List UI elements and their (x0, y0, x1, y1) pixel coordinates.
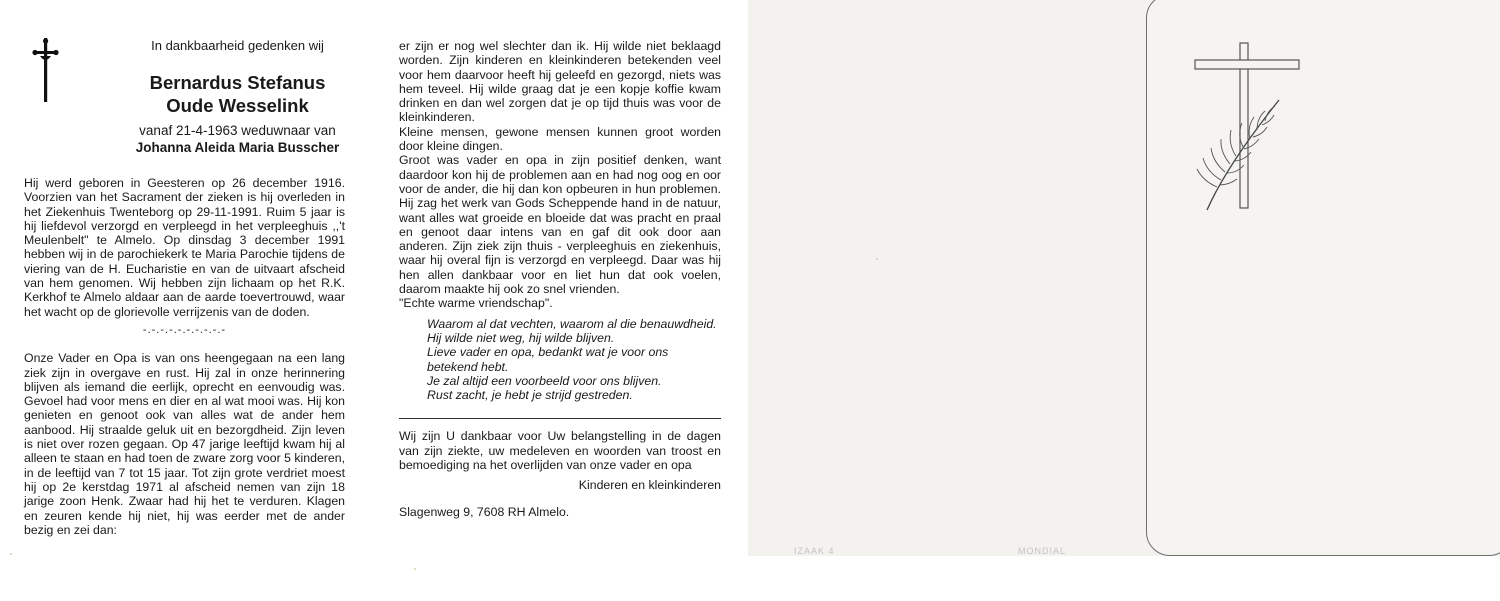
middle-column (399, 39, 721, 519)
printer-mark: MONDIAL (1018, 546, 1067, 556)
speck (876, 258, 878, 260)
tribute-paragraph: Onze Vader en Opa is van ons heengegaan na een lang ziek zijn in overgave en rust. Hij zal in onze herinnering blijven als iemand die eerlijk, oprecht en eenvoudig was. Gevoel had voor mens en dier en al wat mooi was. Hij kon genieten en genoot ook van alles wat de ander hem aanbood. Hij straalde geluk uit en bezorgdheid. Zijn leven is niet over rozen gegaan. Op 47 jarige leeftijd kwam hij al alleen te staan en had toen de zware zorg voor 5 kinderen, in de leeftijd van 7 tot 15 jaar. Tot zijn grote verdriet moest hij op 2e kerstdag 1971 al afscheid nemen van zijn 18 jarige zoon Henk. Zwaar had hij het te verduren. Klagen en zeuren kende hij niet, hij was eerder met de ander bezig en zei dan: (24, 351, 345, 537)
divider (399, 418, 721, 419)
poem-line: Je zal altijd een voorbeeld voor ons blijven. (427, 373, 662, 388)
address: Slagenweg 9, 7608 RH Almelo. (399, 504, 570, 519)
speck (10, 553, 12, 555)
card-front (1146, 0, 1500, 556)
cross-icon (32, 38, 60, 104)
printer-mark: IZAAK 4 (794, 546, 835, 556)
spouse-name: Johanna Aleida Maria Busscher (135, 140, 340, 155)
poem (427, 317, 721, 403)
poem-line: Rust zacht, je hebt je strijd gestreden. (427, 388, 633, 403)
thanks-paragraph: Wij zijn U dankbaar voor Uw belangstelling in de dagen van zijn ziekte, uw medeleven en woorden van troost en bemoediging na het overlijden van onze vader en opa (399, 429, 721, 473)
middle-paragraph-3: Groot was vader en opa in zijn positief denken, want daardoor kon hij de problemen aan en had nog oog en oor voor de ander, die hij dan kon opbeuren in hun problemen. Hij zag het werk van Gods Scheppende hand in de natuur, want alles wat groeide en bloeide dat was pracht en praal en genoot daar intens van en gaf dit ook door aan anderen. Zijn ziek zijn thuis - verpleeghuis en ziekenhuis, waar hij overal fijn is verzorgd en verpleegd. Daar was hij hen allen dankbaar voor en liet hun dat ook voelen, daarom maakte hij ook zo snel vrienden. (399, 153, 721, 297)
left-column (24, 176, 345, 537)
cross-with-palm-icon (1187, 35, 1307, 225)
friendship-quote: "Echte warme vriendschap". (399, 296, 553, 311)
deceased-name-line1: Bernardus Stefanus (149, 72, 326, 93)
card-inside-left (0, 0, 748, 560)
signature: Kinderen en kleinkinderen (578, 478, 721, 493)
poem-line: Waarom al dat vechten, waarom al die benauwdheid. (427, 316, 717, 331)
widower-since: vanaf 21-4-1963 weduwnaar van (139, 123, 336, 138)
intro-line: In dankbaarheid gedenken wij (151, 38, 324, 53)
middle-paragraph-2: Kleine mensen, gewone mensen kunnen groot worden door kleine dingen. (399, 124, 721, 154)
poem-line: Lieve vader en opa, bedankt wat je voor ons betekend hebt. (427, 345, 669, 374)
biography-paragraph: Hij werd geboren in Geesteren op 26 december 1916. Voorzien van het Sacrament der zieken is hij overleden in het Ziekenhuis Twenteborg op 29-11-1991. Ruim 5 jaar is hij liefdevol verzorgd en verpleegd in het verpleeghuis ,,'t Meulenbelt" te Almelo. Op dinsdag 3 december 1991 hebben wij in de parochiekerk te Maria Parochie tijdens de viering van de H. Eucharistie en van de uitvaart afscheid van hem genomen. Wij hebben zijn lichaam op het R.K. Kerkhof te Almelo aldaar aan de aarde toevertrouwd, waar het wacht op de glorievolle verrijzenis van de doden. (24, 176, 345, 319)
poem-line: Hij wilde niet weg, hij wilde blijven. (427, 330, 615, 345)
speck (414, 568, 416, 570)
middle-paragraph-1: er zijn er nog wel slechter dan ik. Hij wilde niet beklaagd worden. Zijn kinderen en kleinkinderen betekenden veel voor hem daarvoor heeft hij geleefd en gezorgd, niets was hem teveel. Hij wilde graag dat je een kopje koffie kwam drinken en dan wel zorgen dat je op tijd thuis was voor de kleinkinderen. (399, 39, 721, 125)
deceased-name-line2: Oude Wesselink (166, 95, 309, 116)
separator: -.-.-.-.-.-.-.-.-.- (142, 323, 227, 336)
